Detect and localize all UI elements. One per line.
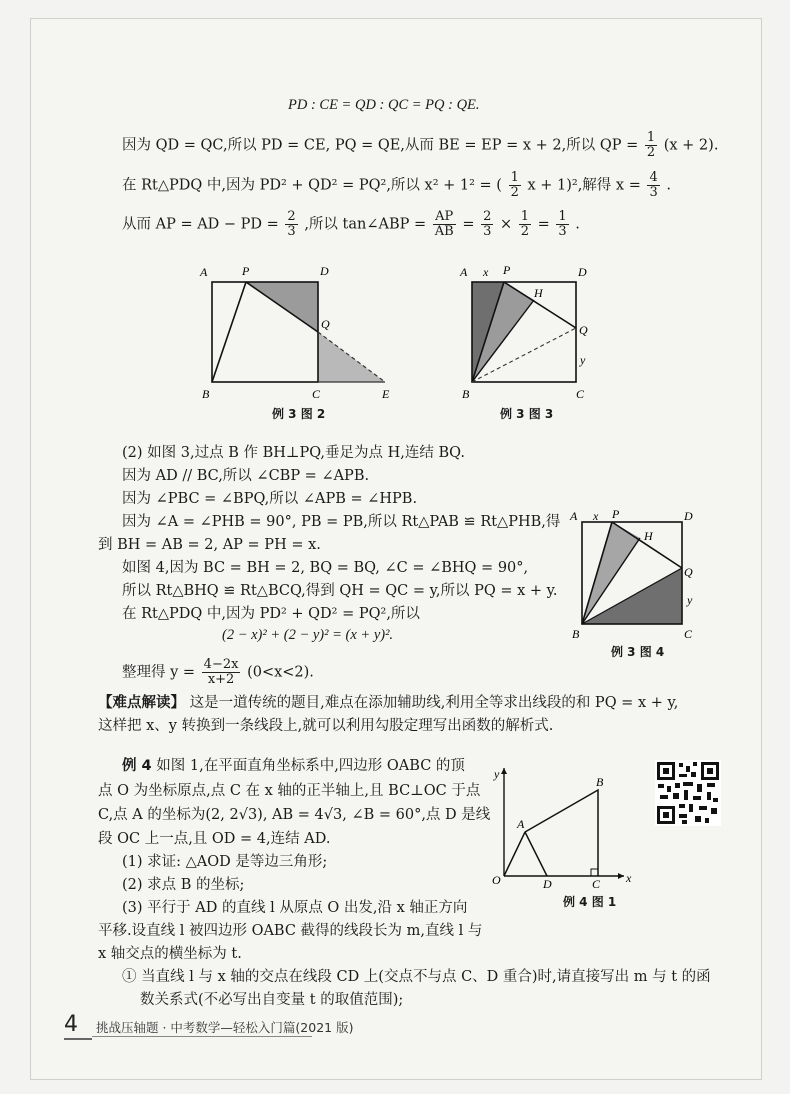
text-segment: = bbox=[462, 216, 475, 233]
label-b: B bbox=[572, 627, 580, 641]
example4-question3d: ① 当直线 l 与 x 轴的交点在线段 CD 上(交点不与点 C、D 重合)时,请直接写出 m 与 t 的函 bbox=[122, 969, 711, 985]
label-y: y bbox=[687, 593, 693, 607]
text-segment: × bbox=[499, 216, 513, 233]
label-h: H bbox=[534, 286, 543, 300]
fraction: $\frac{1}{2}$ bbox=[646, 130, 656, 160]
fraction: $\frac{AP}{AB}$ bbox=[434, 209, 454, 239]
example4-question1: (1) 求证: △AOD 是等边三角形; bbox=[122, 854, 328, 870]
example4-label: 例 4 bbox=[122, 758, 152, 774]
example4-question3b: 平移.设直线 l 被四边形 OABC 截得的线段长为 m,直线 l 与 bbox=[98, 923, 483, 939]
example4-line2: 点 O 为坐标原点,点 C 在 x 轴的正半轴上,且 BC⊥OC 于点 bbox=[98, 783, 481, 799]
label-d: D bbox=[684, 509, 693, 523]
label-d: D bbox=[320, 264, 329, 278]
label-d: D bbox=[543, 877, 552, 890]
caption-ex4-fig1: 例 4 图 1 bbox=[563, 895, 617, 909]
part2-line2: 因为 AD // BC,所以 ∠CBP = ∠APB. bbox=[122, 468, 370, 484]
label-e: E bbox=[382, 387, 390, 401]
caption-fig2: 例 3 图 2 bbox=[272, 407, 326, 421]
text-line-3 bbox=[122, 171, 671, 200]
label-b: B bbox=[596, 775, 604, 789]
part2-line8: 在 Rt△PDQ 中,因为 PD² + QD² = PQ²,所以 bbox=[122, 606, 420, 622]
label-q: Q bbox=[321, 317, 330, 331]
label-p: P bbox=[612, 508, 620, 521]
example4-question2: (2) 求点 B 的坐标; bbox=[122, 877, 245, 893]
label-q: Q bbox=[684, 565, 693, 579]
figure-ex3-fig3 bbox=[456, 262, 596, 402]
label-b: B bbox=[202, 387, 210, 401]
label-c: C bbox=[312, 387, 321, 401]
part2-line5: 到 BH = AB = 2, AP = PH = x. bbox=[98, 537, 321, 553]
difficulty-title: 【难点解读】 bbox=[98, 695, 185, 711]
part2-equation: (2 − x)² + (2 − y)² = (x + y)². bbox=[222, 627, 394, 643]
example4-question3e: 数关系式(不必写出自变量 t 的取值范围); bbox=[140, 992, 404, 1008]
example4-line4: 段 OC 上一点,且 OD = 4,连结 AD. bbox=[98, 831, 331, 847]
example4-line1 bbox=[122, 756, 465, 776]
difficulty-text: 这是一道传统的题目,难点在添加辅助线,利用全等求出线段的和 PQ = x + y, bbox=[189, 695, 679, 711]
label-h: H bbox=[644, 529, 653, 543]
label-y: y bbox=[580, 353, 586, 367]
label-d: D bbox=[578, 265, 587, 279]
label-a: A bbox=[570, 509, 578, 523]
part2-line1: (2) 如图 3,过点 B 作 BH⊥PQ,垂足为点 H,连结 BQ. bbox=[122, 445, 465, 461]
label-x: x bbox=[593, 509, 599, 523]
part2-line4: 因为 ∠A = ∠PHB = 90°, PB = PB,所以 Rt△PAB ≌ Rt△PHB,得 bbox=[122, 514, 561, 530]
label-a: A bbox=[517, 817, 525, 831]
example4-line3: C,点 A 的坐标为(2, 2√3), AB = 4√3, ∠B = 60°,点 D 是线 bbox=[98, 807, 491, 823]
text-segment: . bbox=[575, 216, 580, 233]
difficulty-note-1 bbox=[98, 693, 678, 713]
fraction: $\frac{1}{3}$ bbox=[558, 209, 567, 239]
label-p: P bbox=[242, 264, 250, 278]
fraction: $\frac{4}{3}$ bbox=[649, 170, 658, 200]
page-number: 4 bbox=[64, 1012, 92, 1040]
label-a: A bbox=[460, 265, 468, 279]
text-segment: 因为 QD = QC,所以 PD = CE, PQ = QE,从而 BE = EP = x + 2,所以 QP = bbox=[122, 137, 639, 154]
text-segment: 在 Rt△PDQ 中,因为 PD² + QD² = PQ²,所以 x² + 1² = ( bbox=[122, 177, 502, 194]
book-title: 挑战压轴题 · 中考数学—轻松入门篇(2021 版) bbox=[96, 1020, 354, 1035]
difficulty-note-2: 这样把 x、y 转换到一条线段上,就可以利用勾股定理写出函数的解析式. bbox=[98, 718, 554, 734]
text-segment: ,所以 tan∠ABP = bbox=[304, 216, 427, 233]
text-segment: (x + 2). bbox=[663, 137, 719, 154]
figure-ex3-fig2 bbox=[198, 262, 403, 402]
label-a: A bbox=[200, 265, 208, 279]
label-o: O bbox=[492, 873, 501, 887]
fraction: $\frac{1}{2}$ bbox=[520, 209, 530, 239]
text-segment: x + 1)²,解得 x = bbox=[527, 177, 641, 194]
qr-code[interactable] bbox=[655, 760, 721, 826]
caption-fig3: 例 3 图 3 bbox=[500, 407, 554, 421]
fraction: $\frac{2}{3}$ bbox=[287, 209, 296, 239]
part2-result bbox=[122, 658, 314, 687]
label-x: x bbox=[483, 265, 489, 279]
part2-line6: 如图 4,因为 BC = BH = 2, BQ = BQ, ∠C = ∠BHQ = 90°, bbox=[122, 560, 529, 576]
text-segment: 整理得 y = bbox=[122, 664, 196, 681]
label-c: C bbox=[576, 387, 585, 401]
text-line-4 bbox=[122, 210, 580, 239]
label-p: P bbox=[503, 263, 511, 277]
label-b: B bbox=[462, 387, 470, 401]
equation-ratio: PD : CE = QD : QC = PQ : QE. bbox=[288, 97, 480, 113]
label-c: C bbox=[684, 627, 693, 641]
label-q: Q bbox=[579, 323, 588, 337]
part2-line3: 因为 ∠PBC = ∠BPQ,所以 ∠APB = ∠HPB. bbox=[122, 491, 418, 507]
quadrilateral-oabc bbox=[504, 790, 598, 876]
footer-rule bbox=[92, 1036, 312, 1037]
caption-fig4: 例 3 图 4 bbox=[611, 645, 665, 659]
text-segment: (0<x<2). bbox=[247, 664, 314, 681]
text-line-2 bbox=[122, 131, 718, 160]
fraction: $\frac{1}{2}$ bbox=[510, 170, 519, 200]
label-y: y bbox=[494, 767, 500, 781]
text-segment: 从而 AP = AD − PD = bbox=[122, 216, 279, 233]
example4-question3a: (3) 平行于 AD 的直线 l 从原点 O 出发,沿 x 轴正方向 bbox=[122, 900, 468, 916]
text-segment: . bbox=[666, 177, 671, 194]
fraction: $\frac{2}{3}$ bbox=[483, 209, 492, 239]
part2-line7: 所以 Rt△BHQ ≌ Rt△BCQ,得到 QH = QC = y,所以 PQ = x + y. bbox=[122, 583, 558, 599]
label-x: x bbox=[626, 871, 632, 885]
figure-ex3-fig4 bbox=[566, 508, 706, 648]
fraction: $\frac{4-2x}{x+2}$ bbox=[203, 657, 239, 687]
example4-question3c: x 轴交点的横坐标为 t. bbox=[98, 946, 242, 962]
label-c: C bbox=[592, 877, 601, 890]
figure-ex4-fig1 bbox=[484, 760, 634, 890]
text-segment: 如图 1,在平面直角坐标系中,四边形 OABC 的顶 bbox=[156, 758, 465, 774]
text-segment: = bbox=[537, 216, 550, 233]
